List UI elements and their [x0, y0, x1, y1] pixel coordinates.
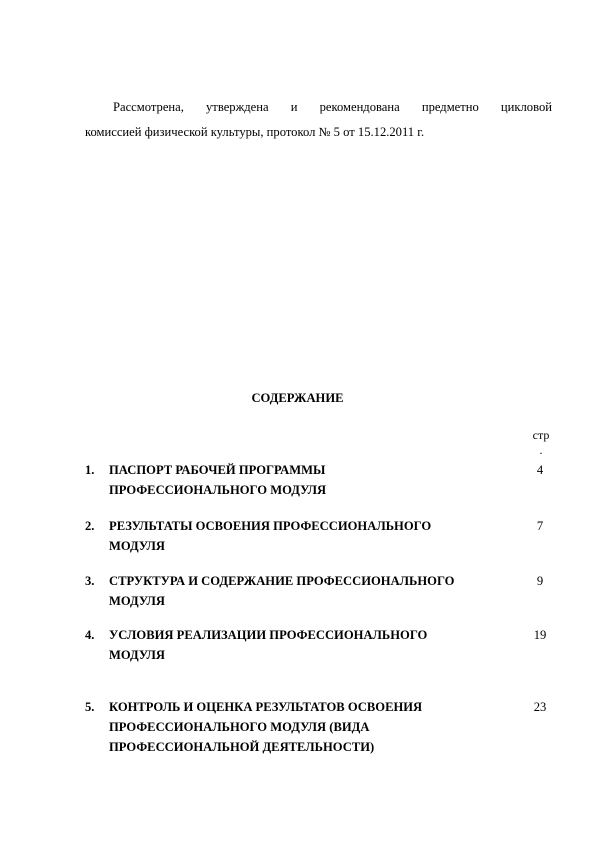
toc-entry-title-line: ПРОФЕССИОНАЛЬНОЙ ДЕЯТЕЛЬНОСТИ) — [109, 740, 375, 754]
toc-entry-page: 7 — [536, 519, 544, 533]
toc-entry-number: 4. — [85, 628, 95, 642]
toc-page-header-line-1: стр — [532, 428, 550, 442]
toc-entry-title-line: УСЛОВИЯ РЕАЛИЗАЦИИ ПРОФЕССИОНАЛЬНОГО — [109, 628, 428, 642]
toc-entry-page: 19 — [533, 628, 547, 642]
approval-note — [85, 95, 552, 145]
toc-entry-title — [109, 460, 509, 500]
toc-entry-title-line: РЕЗУЛЬТАТЫ ОСВОЕНИЯ ПРОФЕССИОНАЛЬНОГО — [109, 519, 432, 533]
toc-entry-title — [109, 516, 509, 556]
toc-entry-title-line: СТРУКТУРА И СОДЕРЖАНИЕ ПРОФЕССИОНАЛЬНОГО — [109, 574, 455, 588]
toc-entry-title — [109, 697, 509, 757]
toc-entry-number: 3. — [85, 574, 95, 588]
toc-entry-title-line: МОДУЛЯ — [109, 539, 165, 553]
toc-entry-number: 1. — [85, 463, 95, 477]
toc-page-column-header — [528, 428, 554, 458]
toc-entry-title-line: МОДУЛЯ — [109, 594, 165, 608]
toc-entry-title-line: ПАСПОРТ РАБОЧЕЙ ПРОГРАММЫ — [109, 463, 326, 477]
toc-entry-page: 9 — [536, 574, 544, 588]
toc-entry-page: 4 — [536, 463, 544, 477]
toc-entry-title-line: МОДУЛЯ — [109, 648, 165, 662]
toc-entry-title-line: ПРОФЕССИОНАЛЬНОГО МОДУЛЯ — [109, 483, 327, 497]
toc-entry-title-line: ПРОФЕССИОНАЛЬНОГО МОДУЛЯ (ВИДА — [109, 720, 370, 734]
toc-entry-title — [109, 625, 509, 665]
toc-entry-page: 23 — [533, 700, 547, 714]
toc-entry-number: 5. — [85, 700, 95, 714]
toc-page-header-line-2: . — [539, 443, 543, 457]
toc-entry-number: 2. — [85, 519, 95, 533]
toc-entry-title — [109, 571, 509, 611]
approval-note-line-1: Рассмотрена, утверждена и рекомендована предметно цикловой — [113, 100, 552, 114]
toc-entry-title-line: КОНТРОЛЬ И ОЦЕНКА РЕЗУЛЬТАТОВ ОСВОЕНИЯ — [109, 700, 423, 714]
toc-title: СОДЕРЖАНИЕ — [251, 391, 344, 405]
approval-note-line-2: комиссией физической культуры, протокол № 5 от 15.12.2011 г. — [85, 125, 425, 139]
